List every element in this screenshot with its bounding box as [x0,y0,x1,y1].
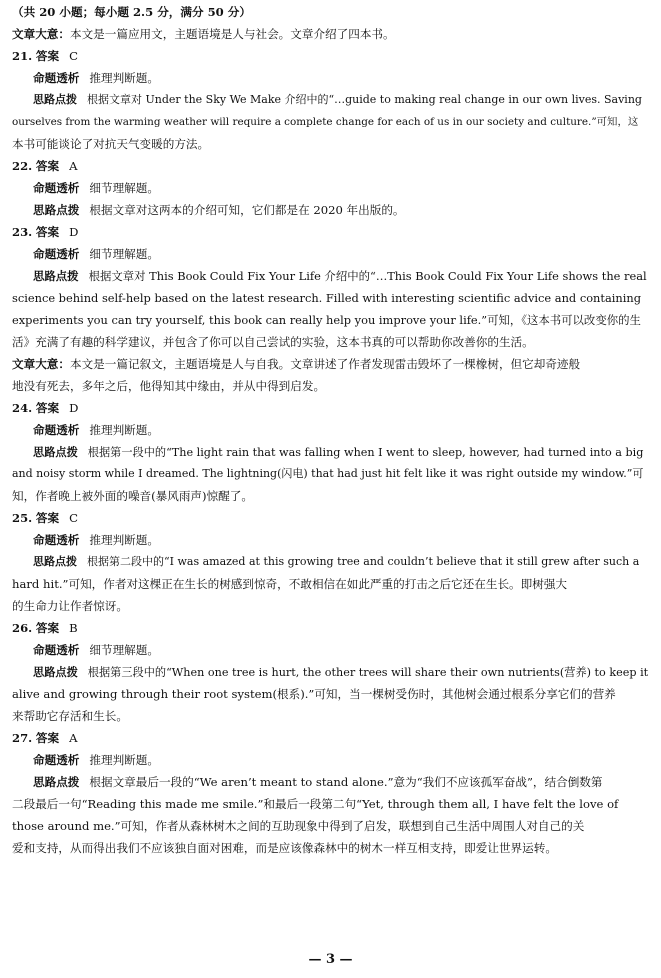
question-24-analysis: 思路点拨 根据第一段中的“The light rain that was falling when I went to sleep, however, had turned into a big [33,445,644,459]
question-24-type: 命题透析 推理判断题。 [33,423,159,437]
question-25-answer: 25. 答案 C [12,511,78,525]
question-24-analysis-line3: 知，作者晚上被外面的噪音(暴风雨声)惊醒了。 [12,489,253,503]
question-25-type: 命题透析 推理判断题。 [33,533,159,547]
question-21-answer: 21. 答案 C [12,49,78,63]
passage-summary-1 [12,26,649,42]
question-25-analysis-line3: 的生命力让作者惊讶。 [12,599,128,613]
question-26-analysis: 思路点拨 根据第三段中的“When one tree is hurt, the other trees will share their own nutrients(营养) to keep it [33,665,649,679]
question-26-type: 命题透析 细节理解题。 [33,643,159,657]
question-22-answer: 22. 答案 A [12,159,78,173]
question-26-analysis-line2: alive and growing through their root system(根系).”可知，当一棵树受伤时，其他树会通过根系分享它们的营养 [12,687,616,701]
summary-text: 本文是一篇应用文，主题语境是人与社会。文章介绍了四本书。 [69,27,395,41]
answer-value: C [69,49,78,63]
question-27-analysis: 思路点拨 根据文章最后一段的“We aren’t meant to stand alone.”意为“我们不应该孤军奋战”，结合倒数第 [33,775,603,789]
question-23-analysis-line2: science behind self-help based on the latest research. Filled with interesting scientific advice and containing [12,291,642,305]
question-27-analysis-line2: 二段最后一句“Reading this made me smile.”和最后一段第二句“Yet, through them all, I have felt the love of [12,797,619,811]
question-27-analysis-line3: those around me.”可知，作者从森林树木之间的互助现象中得到了启发，联想到自己生活中周围人对自己的关 [12,819,585,833]
question-27-analysis-line4: 爱和支持，从而得出我们不应该独自面对困难，而是应该像森林中的树木一样互相支持，即爱让世界运转。 [12,841,557,855]
answer-value: A [69,159,78,173]
answer-value: D [69,401,79,415]
answer-value: A [69,731,78,745]
question-23-analysis-line4: 活》充满了有趣的科学建议，并包含了你可以自己尝试的实验，这本书真的可以帮助你改善你的生活。 [12,335,534,349]
answer-value: B [69,621,78,635]
question-26-analysis-line3: 来帮助它存活和生长。 [12,709,128,723]
question-25-analysis-line2: hard hit.”可知，作者对这棵正在生长的树感到惊奇，不敢相信在如此严重的打击之后它还在生长。即树强大 [12,577,568,591]
question-25-analysis: 思路点拨 根据第二段中的“I was amazed at this growing tree and couldn’t believe that it still grew after such a [33,555,640,568]
question-27-answer: 27. 答案 A [12,731,78,745]
question-21-analysis: 思路点拨 根据文章对 Under the Sky We Make 介绍中的“…guide to making real change in our own lives. Saving [33,93,642,106]
page-number: — 3 — [308,952,353,967]
passage-summary-2: 文章大意：本文是一篇记叙文，主题语境是人与自我。文章讲述了作者发现雷击毁坏了一棵橡树，但它却奇迹般 [12,357,581,371]
question-21-analysis-line3: 本书可能谈论了对抗天气变暖的方法。 [12,137,210,151]
question-24-answer: 24. 答案 D [12,401,79,415]
question-23-analysis: 思路点拨 根据文章对 This Book Could Fix Your Life 介绍中的“…This Book Could Fix Your Life shows the real [33,269,647,283]
question-23-analysis-line3: experiments you can try yourself, this book can really help you improve your life.”可知，《这本书可以改变你的生 [12,313,641,327]
question-21-type: 命题透析 推理判断题。 [33,71,159,85]
question-22-type: 命题透析 细节理解题。 [33,181,159,195]
answer-value: D [69,225,79,239]
section-header: （共 20 小题；每小题 2.5 分，满分 50 分） [12,5,251,19]
question-23-answer: 23. 答案 D [12,225,79,239]
question-24-analysis-line2: and noisy storm while I dreamed. The lightning(闪电) that had just hit felt like it was right outside my window.”可 [12,467,644,480]
question-27-type: 命题透析 推理判断题。 [33,753,159,767]
answer-value: C [69,511,78,525]
question-26-answer: 26. 答案 B [12,621,78,635]
summary-label: 文章大意： [12,27,70,41]
question-21-analysis-line2: ourselves from the warming weather will require a complete change for each of us in our society and culture.”可知，这 [12,116,639,128]
passage-summary-2-line2: 地没有死去，多年之后，他得知其中缘由，并从中得到启发。 [12,379,326,393]
summary-label: 文章大意： [12,357,70,371]
question-22-analysis: 思路点拨 根据文章对这两本的介绍可知，它们都是在 2020 年出版的。 [33,203,405,217]
question-23-type: 命题透析 细节理解题。 [33,247,159,261]
